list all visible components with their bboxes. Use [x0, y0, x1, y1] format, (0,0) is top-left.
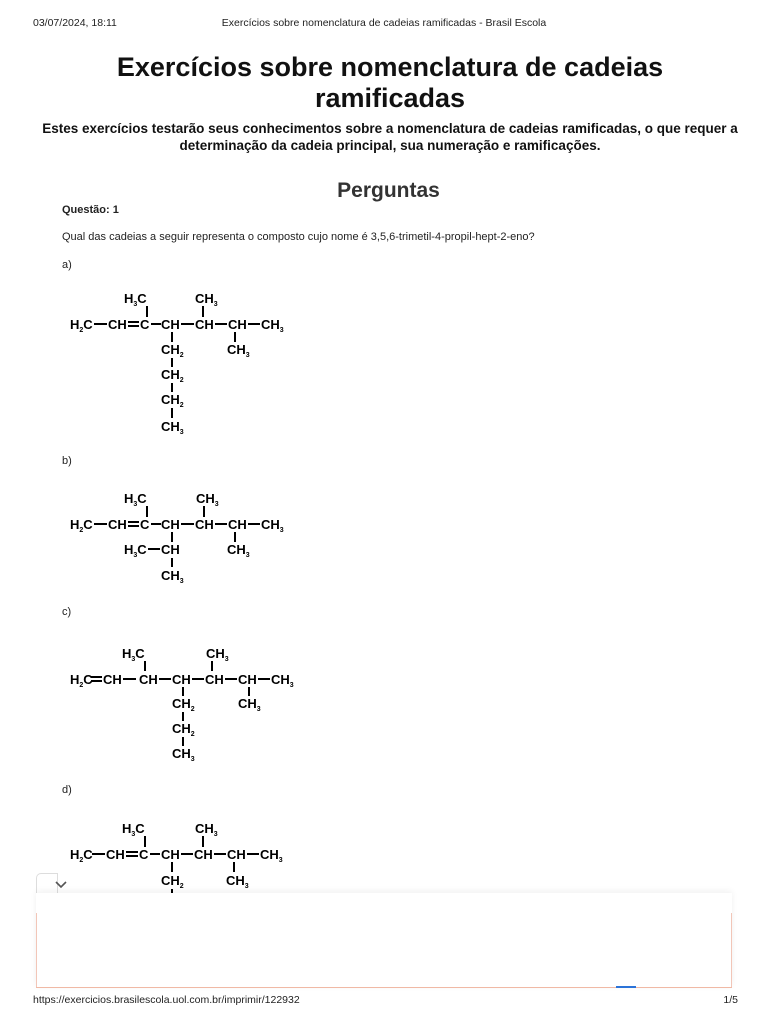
svg-text:CH3: $CH_3$: [161, 568, 184, 585]
svg-text:CH: CH: [103, 672, 122, 687]
print-header: [0, 17, 768, 31]
svg-text:H2C: $H_2C$: [70, 317, 93, 334]
page-subtitle: Estes exercícios testarão seus conhecimentos sobre a nomenclatura de cadeias ramificadas, o que requer a determinação da cadeia principal, sua numeração e ramificações.: [42, 121, 738, 153]
svg-text:CH3: $CH_3$: [161, 419, 184, 436]
chevron-down-icon[interactable]: [54, 878, 68, 892]
svg-text:CH3: $CH_3$: [227, 542, 250, 559]
svg-text:CH: CH: [108, 317, 127, 332]
option-c-structural-formula: [62, 642, 322, 812]
svg-text:C: C: [139, 847, 149, 862]
svg-text:CH: CH: [139, 672, 158, 687]
svg-text:CH3: $CH_3$: [196, 491, 219, 508]
option-d-label: d): [62, 784, 72, 796]
svg-text:CH: CH: [227, 847, 246, 862]
page-title: Exercícios sobre nomenclatura de cadeias ramificadas: [116, 52, 664, 113]
svg-text:CH: CH: [161, 542, 180, 557]
svg-text:CH: CH: [238, 672, 257, 687]
svg-text:CH: CH: [194, 847, 213, 862]
svg-text:CH: CH: [108, 517, 127, 532]
svg-text:CH2: $CH_2$: [172, 696, 195, 713]
print-document-title: Exercícios sobre nomenclatura de cadeias ramificadas - Brasil Escola: [221, 17, 547, 29]
svg-text:CH: CH: [228, 517, 247, 532]
option-a-structural-formula: [62, 286, 322, 456]
overlay-left-border: [36, 913, 37, 987]
svg-text:CH3: $CH_3$: [195, 821, 218, 838]
print-url: https://exercicios.brasilescola.uol.com.br/imprimir/122932: [33, 994, 300, 1006]
bottom-overlay-panel: [36, 893, 732, 988]
svg-text:C: C: [140, 317, 150, 332]
svg-text:CH3: $CH_3$: [195, 291, 218, 308]
question-label: Questão: 1: [62, 204, 119, 216]
svg-text:CH3: $CH_3$: [226, 873, 249, 890]
svg-text:CH3: $CH_3$: [271, 672, 294, 689]
svg-text:H3C: $H_3C$: [124, 491, 147, 508]
svg-text:H2C: $H_2C$: [70, 672, 93, 689]
svg-text:CH2: $CH_2$: [161, 367, 184, 384]
svg-text:CH3: $CH_3$: [260, 847, 283, 864]
svg-text:C: C: [140, 517, 150, 532]
svg-text:H3C: $H_3C$: [122, 821, 145, 838]
svg-text:H2C: $H_2C$: [70, 517, 93, 534]
svg-text:H3C: $H_3C$: [124, 291, 147, 308]
svg-text:CH2: $CH_2$: [161, 342, 184, 359]
svg-text:CH: CH: [161, 317, 180, 332]
svg-text:CH3: $CH_3$: [206, 646, 229, 663]
option-b-label: b): [62, 455, 72, 467]
overlay-right-border: [731, 913, 732, 987]
svg-text:CH3: $CH_3$: [238, 696, 261, 713]
print-footer: [0, 994, 768, 1008]
overlay-accent-mark: [616, 986, 636, 988]
option-a-label: a): [62, 259, 72, 271]
svg-text:H3C: $H_3C$: [122, 646, 145, 663]
svg-text:CH: CH: [205, 672, 224, 687]
question-text: Qual das cadeias a seguir representa o composto cujo nome é 3,5,6-trimetil-4-propil-hept-2-eno?: [62, 231, 535, 243]
print-page-number: 1/5: [723, 994, 738, 1006]
option-b-structural-formula: [62, 486, 322, 656]
section-heading: Perguntas: [337, 179, 440, 202]
svg-text:CH: CH: [106, 847, 125, 862]
svg-text:H3C: $H_3C$: [124, 542, 147, 559]
svg-text:H2C: $H_2C$: [70, 847, 93, 864]
svg-text:CH2: $CH_2$: [161, 392, 184, 409]
svg-text:CH2: $CH_2$: [172, 721, 195, 738]
svg-text:CH3: $CH_3$: [261, 517, 284, 534]
svg-text:CH3: $CH_3$: [261, 317, 284, 334]
svg-text:CH: CH: [195, 317, 214, 332]
svg-text:CH: CH: [161, 847, 180, 862]
svg-text:CH: CH: [161, 517, 180, 532]
print-date: 03/07/2024, 18:11: [33, 17, 117, 29]
svg-text:CH2: $CH_2$: [161, 873, 184, 890]
option-c-label: c): [62, 606, 72, 618]
svg-text:CH: CH: [172, 672, 191, 687]
svg-text:CH: CH: [195, 517, 214, 532]
svg-text:CH: CH: [228, 317, 247, 332]
svg-text:CH3: $CH_3$: [227, 342, 250, 359]
svg-text:CH3: $CH_3$: [172, 746, 195, 763]
